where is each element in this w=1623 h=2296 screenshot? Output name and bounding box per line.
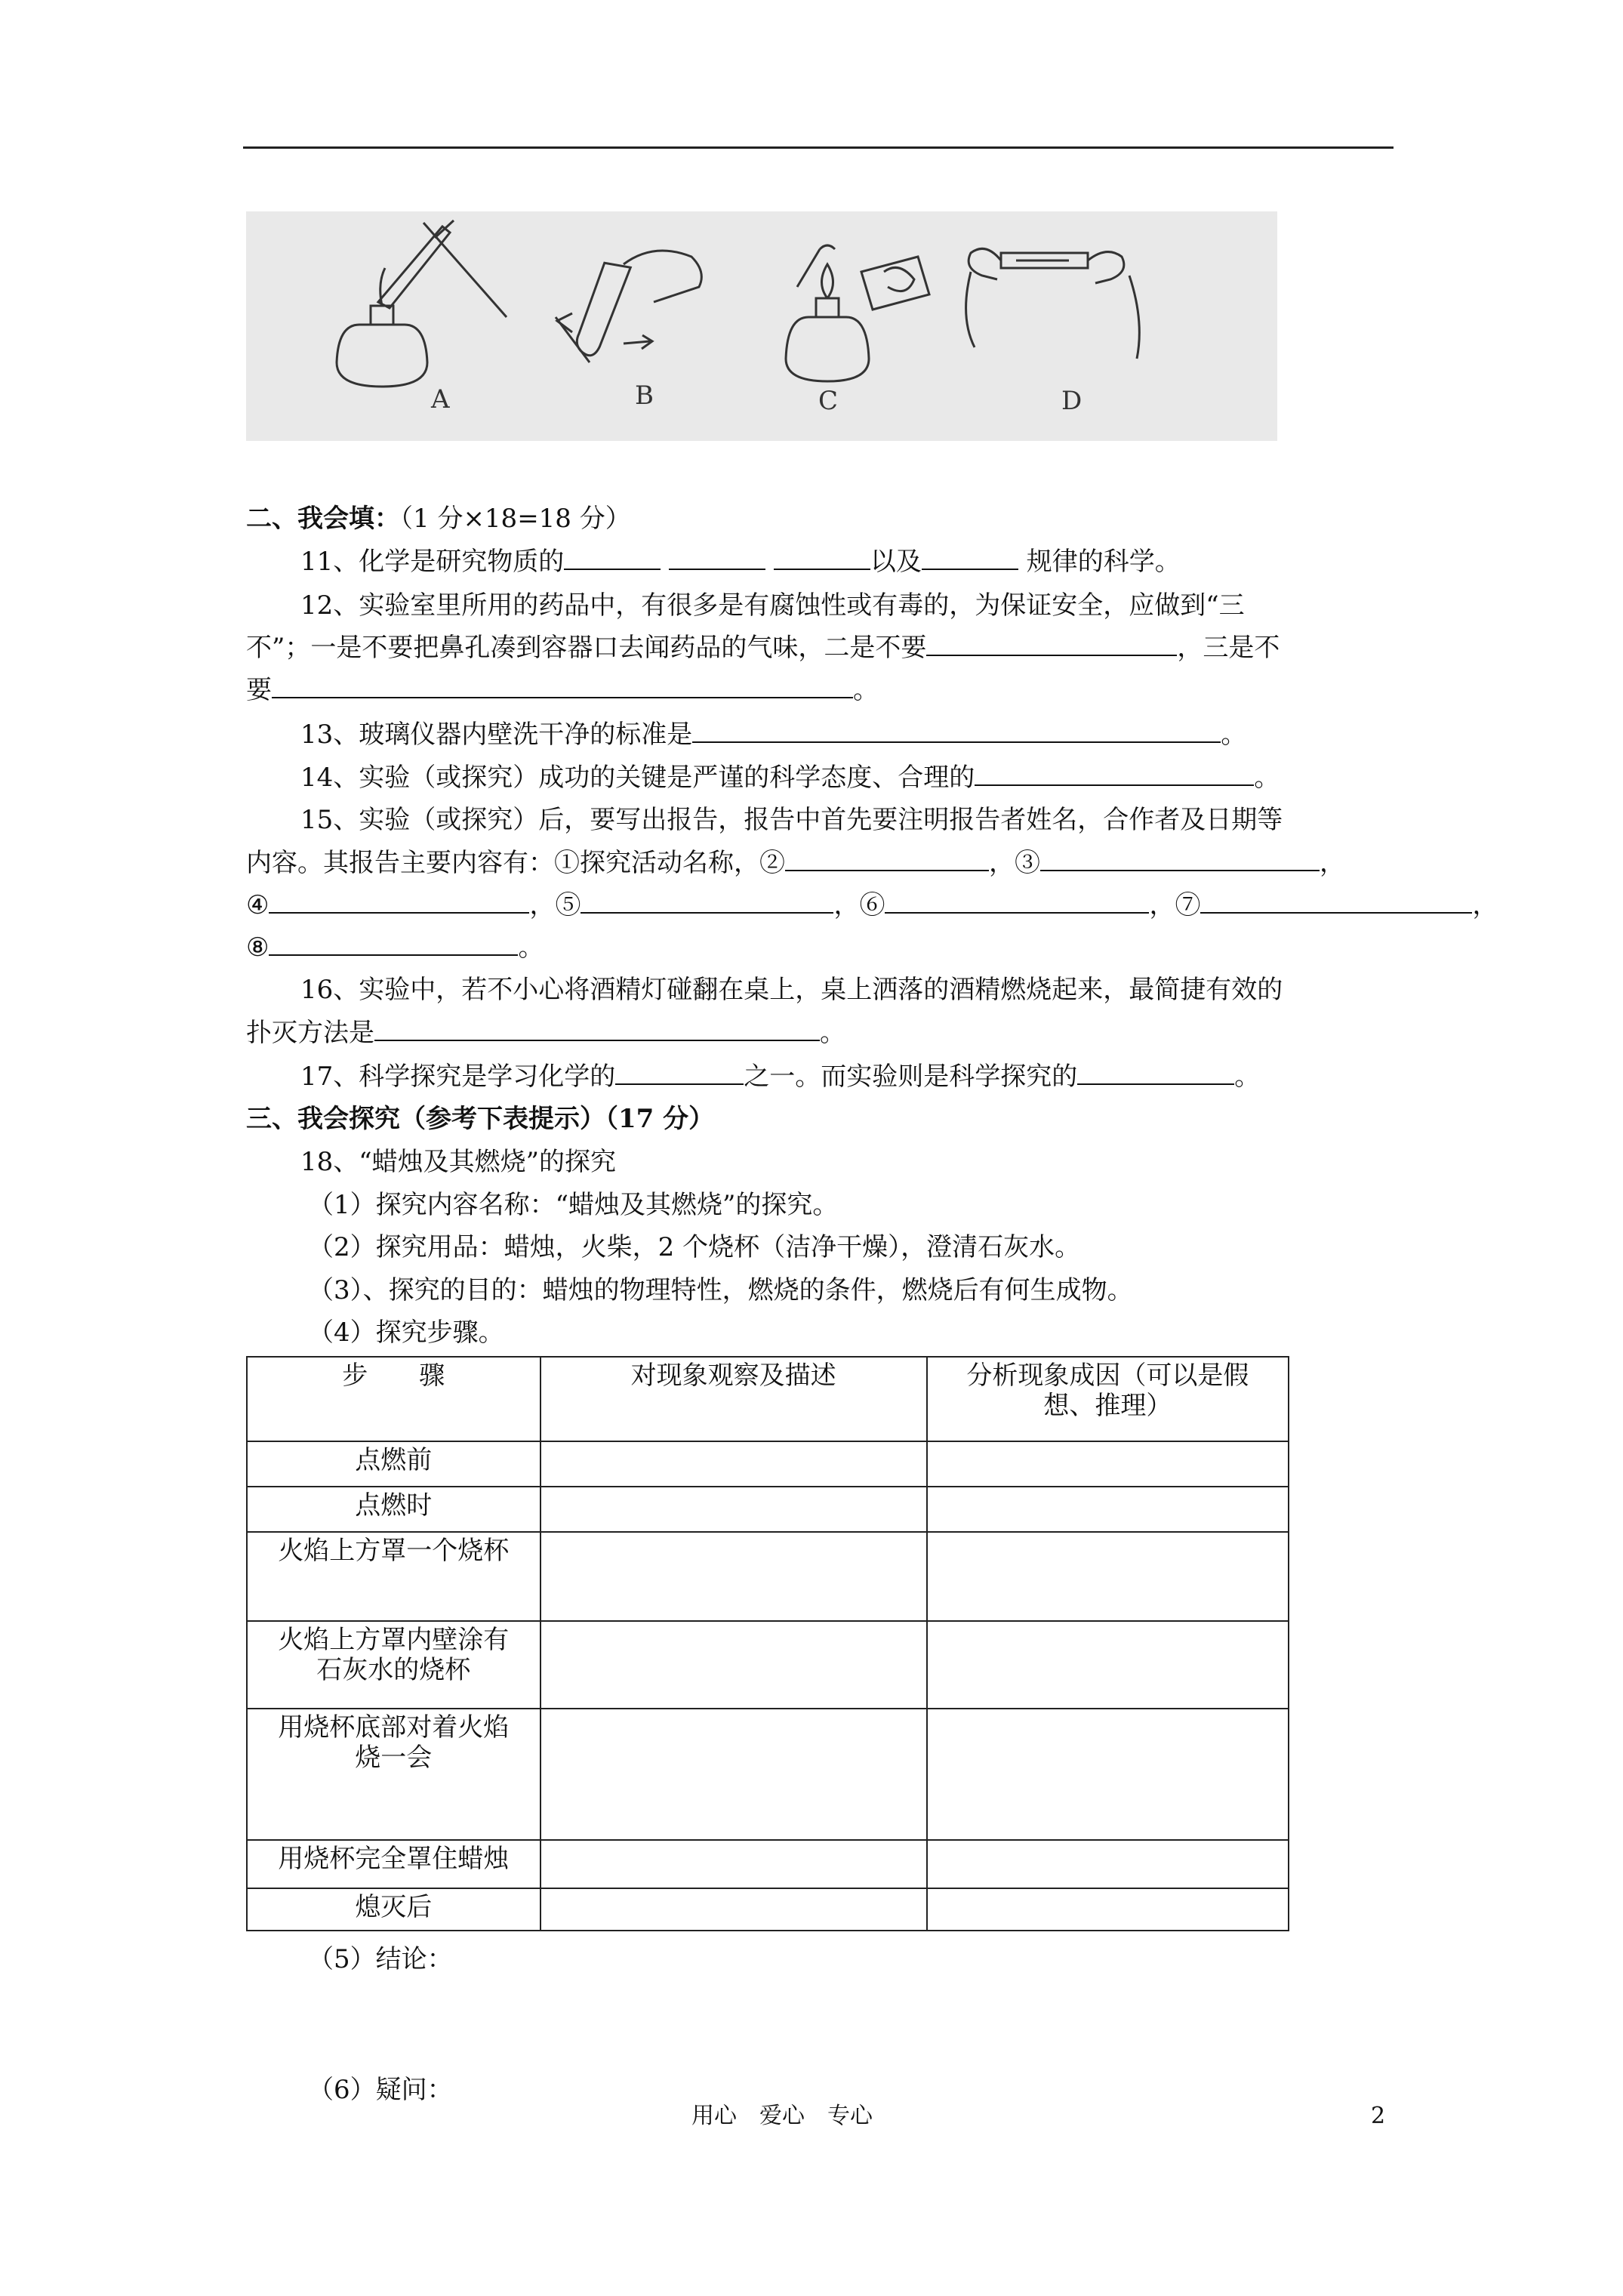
question-12-line3: 要 。	[246, 675, 879, 705]
q11-blank-4	[922, 546, 1018, 570]
observation-cell[interactable]	[540, 1441, 927, 1487]
observation-cell[interactable]	[540, 1888, 927, 1931]
q17-blank-1	[615, 1061, 744, 1085]
q15-blank-3	[1040, 847, 1320, 871]
q16-blank	[374, 1017, 820, 1041]
step-label: 火焰上方罩一个烧杯	[247, 1532, 540, 1621]
q18-item-6: （6）疑问：	[308, 2075, 453, 2105]
question-15-line2: 内容。其报告主要内容有：①探究活动名称，② ，③ ，	[246, 848, 1345, 878]
q15-blank-7	[1200, 889, 1472, 914]
q11-blank-3	[774, 546, 870, 570]
analysis-cell[interactable]	[927, 1532, 1289, 1621]
observation-cell[interactable]	[540, 1621, 927, 1709]
analysis-cell[interactable]	[927, 1840, 1289, 1888]
q15-blank-2	[785, 847, 989, 871]
step-label: 用烧杯底部对着火焰烧一会	[247, 1709, 540, 1840]
step-label: 用烧杯完全罩住蜡烛	[247, 1840, 540, 1888]
page-number: 2	[1371, 2103, 1386, 2129]
step-label: 火焰上方罩内壁涂有石灰水的烧杯	[247, 1621, 540, 1709]
footer-motto: 用心 爱心 专心	[691, 2103, 873, 2129]
question-12-line2: 不”；一是不要把鼻孔凑到容器口去闻药品的气味，二是不要 ，三是不	[246, 633, 1280, 663]
q14-blank	[975, 762, 1254, 786]
q18-item-1: （1）探究内容名称：“蜡烛及其燃烧”的探究。	[308, 1190, 839, 1220]
figure-label-b: B	[635, 381, 654, 411]
analysis-cell[interactable]	[927, 1888, 1289, 1931]
figure-label-a: A	[431, 384, 450, 415]
figure-a-drawing	[337, 220, 507, 387]
question-15-line4: ⑧ 。	[246, 932, 544, 963]
q11-blank-2	[669, 546, 765, 570]
table-row	[247, 1532, 1289, 1621]
question-15-line1: 15、实验（或探究）后，要写出报告，报告中首先要注明报告者姓名，合作者及日期等	[300, 805, 1283, 835]
analysis-cell[interactable]	[927, 1487, 1289, 1532]
figure-label-c: C	[818, 386, 839, 416]
figure-b-drawing	[556, 251, 701, 362]
q18-item-2: （2）探究用品：蜡烛，火柴，2 个烧杯（洁净干燥），澄清石灰水。	[308, 1232, 1081, 1262]
q18-item-3: （3）、探究的目的：蜡烛的物理特性，燃烧的条件，燃烧后有何生成物。	[308, 1275, 1133, 1305]
q15-blank-8	[269, 932, 518, 956]
table-row	[247, 1840, 1289, 1888]
section3-heading: 三、我会探究（参考下表提示）（17 分）	[246, 1104, 715, 1134]
observation-cell[interactable]	[540, 1840, 927, 1888]
figure-label-d: D	[1061, 386, 1083, 416]
table-header-row	[247, 1357, 1289, 1441]
step-label: 点燃前	[247, 1441, 540, 1487]
question-12-line1: 12、实验室里所用的药品中，有很多是有腐蚀性或有毒的，为保证安全，应做到“三	[300, 590, 1245, 621]
question-15-line3: ④ ，⑤ ，⑥ ，⑦ ，	[246, 890, 1498, 920]
question-16-line1: 16、实验中，若不小心将酒精灯碰翻在桌上，桌上洒落的酒精燃烧起来，最简捷有效的	[300, 975, 1283, 1005]
analysis-cell[interactable]	[927, 1709, 1289, 1840]
question-11: 11、化学是研究物质的 以及 规律的科学。	[300, 547, 1181, 577]
header-analysis: 分析现象成因（可以是假想、推理）	[927, 1357, 1289, 1441]
q11-blank-1	[564, 546, 661, 570]
table-row	[247, 1441, 1289, 1487]
header-steps: 步 骤	[247, 1357, 540, 1441]
q17-blank-2	[1077, 1061, 1234, 1085]
q13-blank	[692, 719, 1221, 743]
q12-blank-1	[926, 632, 1177, 656]
step-label: 熄灭后	[247, 1888, 540, 1931]
table-row	[247, 1709, 1289, 1840]
q18-item-5: （5）结论：	[308, 1944, 453, 1974]
q15-blank-6	[885, 889, 1149, 914]
q18-item-4: （4）探究步骤。	[308, 1318, 504, 1348]
figure-d-drawing	[966, 248, 1140, 359]
question-14: 14、实验（或探究）成功的关键是严谨的科学态度、合理的 。	[300, 763, 1280, 793]
section2-heading: 二、我会填：（1 分×18=18 分）	[246, 504, 631, 534]
question-17: 17、科学探究是学习化学的 之一。而实验则是科学探究的 。	[300, 1062, 1261, 1092]
q15-blank-4	[269, 889, 529, 914]
table-row	[247, 1621, 1289, 1709]
header-rule	[243, 146, 1394, 149]
lab-operations-figure	[246, 211, 1277, 441]
observation-cell[interactable]	[540, 1487, 927, 1532]
observation-cell[interactable]	[540, 1532, 927, 1621]
table-row	[247, 1888, 1289, 1931]
step-label: 点燃时	[247, 1487, 540, 1532]
figure-c-drawing	[786, 245, 929, 381]
q15-blank-5	[581, 889, 833, 914]
observation-cell[interactable]	[540, 1709, 927, 1840]
analysis-cell[interactable]	[927, 1441, 1289, 1487]
q12-blank-2	[272, 674, 853, 698]
analysis-cell[interactable]	[927, 1621, 1289, 1709]
question-18-title: 18、“蜡烛及其燃烧”的探究	[300, 1147, 617, 1177]
table-row	[247, 1487, 1289, 1532]
header-observation: 对现象观察及描述	[540, 1357, 927, 1441]
exploration-steps-table	[246, 1356, 1289, 1931]
question-16-line2: 扑灭方法是 。	[246, 1018, 845, 1048]
question-13: 13、玻璃仪器内壁洗干净的标准是 。	[300, 720, 1247, 750]
